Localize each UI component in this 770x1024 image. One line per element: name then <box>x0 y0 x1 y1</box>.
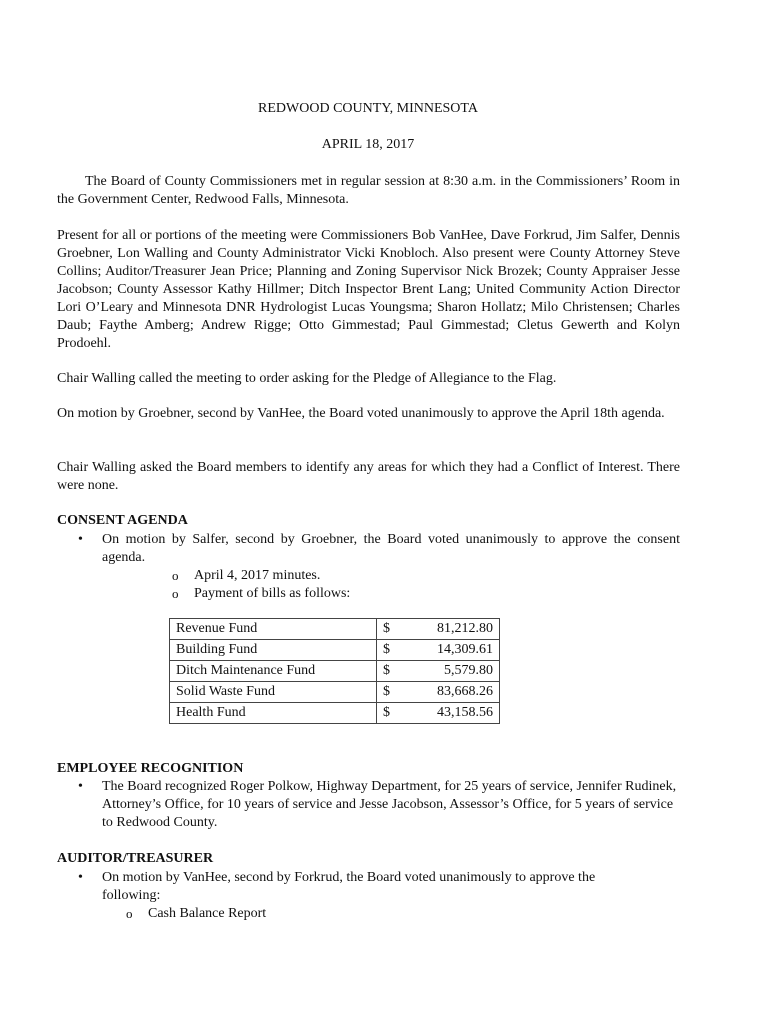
table-row <box>170 703 500 724</box>
consent-sub-item-text: April 4, 2017 minutes. <box>194 568 321 583</box>
consent-agenda-text: On motion by Salfer, second by Groebner, the Board voted unanimously to approve the consent agenda. <box>102 532 680 565</box>
bullet-icon: • <box>78 779 83 794</box>
fund-amount: 43,158.56 <box>397 703 500 724</box>
table-row <box>170 640 500 661</box>
circle-bullet-icon: o <box>172 586 179 601</box>
agenda-paragraph: On motion by Groebner, second by VanHee, the Board voted unanimously to approve the April 18th agenda. <box>57 406 665 421</box>
consent-sub-item-text: Payment of bills as follows: <box>194 586 351 601</box>
opening-paragraph: The Board of County Commissioners met in regular session at 8:30 a.m. in the Commissioners’ Room in the Government Center, Redwood Falls, Minnesota. <box>57 174 680 207</box>
county-title: REDWOOD COUNTY, MINNESOTA <box>258 101 478 116</box>
currency-symbol: $ <box>377 661 398 682</box>
employee-recognition-text: The Board recognized Roger Polkow, Highway Department, for 25 years of service, Jennifer Rudinek, Attorney’s Office, for 10 years of service and Jesse Jacobson, Assessor’s Office, for 5 years of service to Redwood County. <box>102 779 677 830</box>
meeting-date: APRIL 18, 2017 <box>321 137 415 152</box>
bullet-icon: • <box>78 532 83 547</box>
fund-amount: 81,212.80 <box>397 619 500 640</box>
currency-symbol: $ <box>377 682 398 703</box>
table-row <box>170 682 500 703</box>
fund-name: Solid Waste Fund <box>170 682 377 703</box>
auditor-treasurer-text: On motion by VanHee, second by Forkrud, the Board voted unanimously to approve the following: <box>102 870 596 903</box>
consent-agenda-heading: CONSENT AGENDA <box>57 513 188 528</box>
funds-payment-table <box>169 618 500 724</box>
fund-name: Revenue Fund <box>170 619 377 640</box>
table-row <box>170 661 500 682</box>
employee-recognition-heading: EMPLOYEE RECOGNITION <box>57 761 244 776</box>
fund-name: Health Fund <box>170 703 377 724</box>
fund-name: Building Fund <box>170 640 377 661</box>
fund-amount: 83,668.26 <box>397 682 500 703</box>
fund-amount: 14,309.61 <box>397 640 500 661</box>
conflict-paragraph: Chair Walling asked the Board members to identify any areas for which they had a Conflict of Interest. There were none. <box>57 460 680 493</box>
auditor-sub-item-text: Cash Balance Report <box>148 906 267 921</box>
circle-bullet-icon: o <box>172 568 179 583</box>
fund-name: Ditch Maintenance Fund <box>170 661 377 682</box>
auditor-treasurer-heading: AUDITOR/TREASURER <box>57 851 214 866</box>
fund-amount: 5,579.80 <box>397 661 500 682</box>
pledge-paragraph: Chair Walling called the meeting to order asking for the Pledge of Allegiance to the Flag. <box>57 371 557 386</box>
currency-symbol: $ <box>377 619 398 640</box>
currency-symbol: $ <box>377 640 398 661</box>
currency-symbol: $ <box>377 703 398 724</box>
table-row <box>170 619 500 640</box>
bullet-icon: • <box>78 870 83 885</box>
attendance-paragraph: Present for all or portions of the meeting were Commissioners Bob VanHee, Dave Forkrud, Jim Salfer, Dennis Groebner, Lon Walling and County Administrator Vicki Knobloch. Also present were County Attorney Steve Collins; Auditor/Treasurer Jean Price; Planning and Zoning Supervisor Nick Brozek; County Appraiser Jesse Jacobson; County Assessor Kathy Hillmer; Ditch Inspector Brent Lang; United Community Action Director Lori O’Leary and Minnesota DNR Hydrologist Lucas Youngsma; Sharon Hollatz; Milo Christensen; Charles Daub; Faythe Amberg; Andrew Rigge; Otto Gimmestad; Paul Gimmestad; Cletus Gewerth and Kolyn Prodoehl. <box>57 228 680 351</box>
circle-bullet-icon: o <box>126 906 133 921</box>
